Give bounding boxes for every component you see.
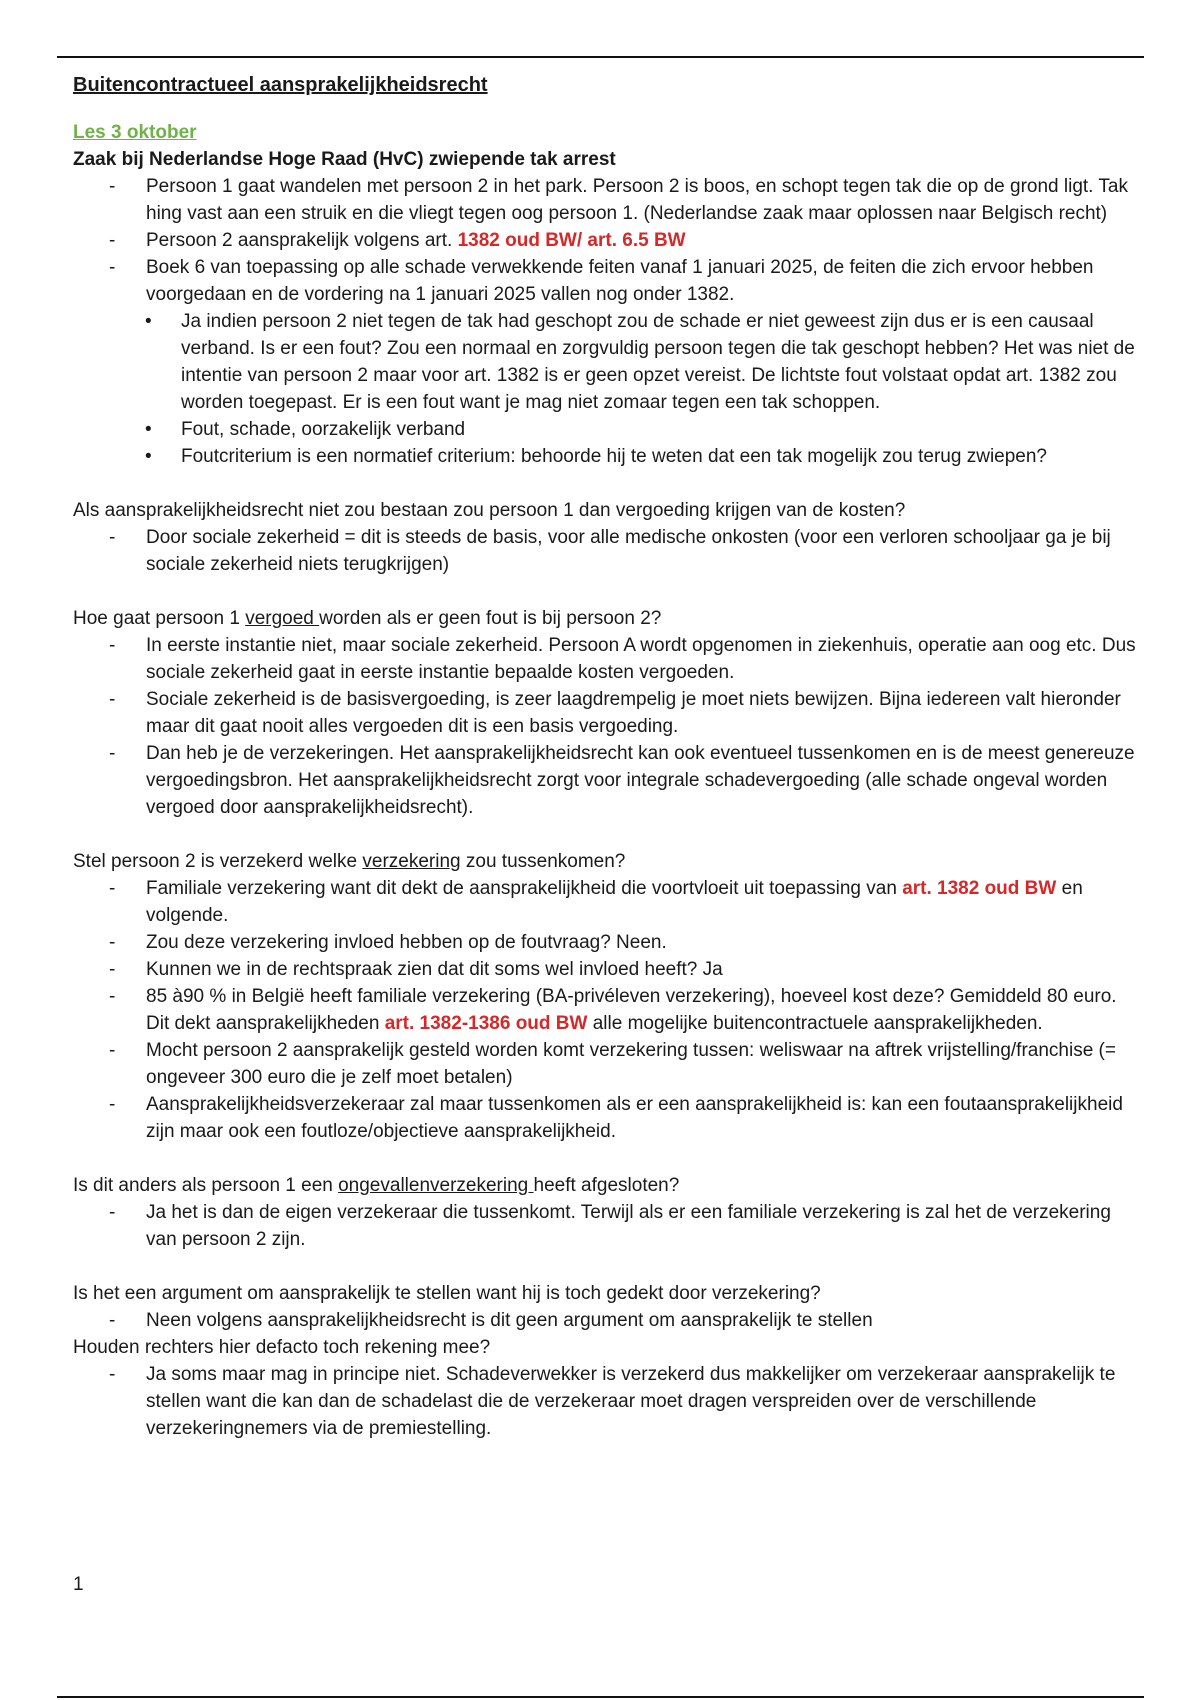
sub-list-item: • Fout, schade, oorzakelijk verband xyxy=(73,416,1138,443)
list-item: - In eerste instantie niet, maar sociale zekerheid. Persoon A wordt opgenomen in ziekenhuis, operatie aan oog etc. Dus sociale zekerheid gaat in eerste instantie bepaalde kosten vergoeden. xyxy=(73,632,1138,686)
list-item: - Sociale zekerheid is de basisvergoeding, is zeer laagdrempelig je moet niets bewijzen. Bijna iedereen valt hieronder maar dit gaat nooit alles vergoeden dit is een basis vergoeding. xyxy=(73,686,1138,740)
list-item: - Persoon 1 gaat wandelen met persoon 2 in het park. Persoon 2 is boos, en schopt tegen tak die op de grond ligt. Tak hing vast aan een struik en die vliegt tegen oog persoon 1. (Nederlandse zaak maar oplossen naar Belgisch recht) xyxy=(73,173,1138,227)
answer-list xyxy=(73,1199,1138,1253)
list-item: - Neen volgens aansprakelijkheidsrecht is dit geen argument om aansprakelijk te stellen xyxy=(73,1307,1138,1334)
answer-list xyxy=(73,1361,1138,1442)
question-paragraph: Houden rechters hier defacto toch rekening mee? xyxy=(73,1337,491,1358)
sub-list-item: • Ja indien persoon 2 niet tegen de tak had geschopt zou de schade er niet geweest zijn dus er is een causaal verband. Is er een fout? Zou een normaal en zorgvuldig persoon tegen die tak geschopt hebben? Het was niet de intentie van persoon 2 maar voor art. 1382 is er geen opzet vereist. De lichtste fout volstaat opdat art. 1382 zou worden toegepast. Er is een fout want je mag niet zomaar tegen een tak schoppen. xyxy=(73,308,1138,416)
article-reference: 1382 oud BW/ art. 6.5 BW xyxy=(457,230,686,251)
list-item: - Persoon 2 aansprakelijk volgens art. 1382 oud BW/ art. 6.5 BW xyxy=(73,227,1138,254)
list-item: - Ja het is dan de eigen verzekeraar die tussenkomt. Terwijl als er een familiale verzekering is zal het de verzekering van persoon 2 zijn. xyxy=(73,1199,1138,1253)
list-item: - Door sociale zekerheid = dit is steeds de basis, voor alle medische onkosten (voor een verloren schooljaar ga je bij sociale zekerheid niets terugkrijgen) xyxy=(73,524,1138,578)
question-paragraph: Is het een argument om aansprakelijk te stellen want hij is toch gedekt door verzekering? xyxy=(73,1283,821,1304)
bottom-rule xyxy=(57,1696,1144,1698)
case-list xyxy=(73,173,1138,470)
lesson-date: Les 3 oktober xyxy=(73,122,197,143)
question-paragraph: Als aansprakelijkheidsrecht niet zou bestaan zou persoon 1 dan vergoeding krijgen van de kosten? xyxy=(73,500,906,521)
list-item: - Boek 6 van toepassing op alle schade verwekkende feiten vanaf 1 januari 2025, de feiten die zich ervoor hebben voorgedaan en de vordering na 1 januari 2025 vallen nog onder 1382. • Ja indien persoon 2 niet tegen de tak had geschopt zou de schade er niet geweest zijn dus er is een causaal verband. Is er een fout? Zou een normaal en zorgvuldig persoon tegen die tak geschopt hebben? Het was niet de intentie van persoon 2 maar voor art. 1382 is er geen opzet vereist. De lichtste fout volstaat opdat art. 1382 zou worden toegepast. Er is een fout want je mag niet zomaar tegen een tak schoppen. • Fout, schade, oorzakelijk verband • Foutcriterium is een normatief criterium: behoorde hij te weten dat een tak mogelijk zou terug zwiepen? xyxy=(73,254,1138,470)
top-rule xyxy=(57,56,1144,58)
list-item: - Kunnen we in de rechtspraak zien dat dit soms wel invloed heeft? Ja xyxy=(73,956,1138,983)
question-paragraph: Stel persoon 2 is verzekerd welke verzekering zou tussenkomen? xyxy=(73,851,626,872)
list-item: - Aansprakelijkheidsverzekeraar zal maar tussenkomen als er een aansprakelijkheid is: kan een foutaansprakelijkheid zijn maar ook een foutloze/objectieve aansprakelijkheid. xyxy=(73,1091,1138,1145)
article-reference: art. 1382 oud BW xyxy=(902,878,1057,899)
page-number: 1 xyxy=(73,1574,84,1595)
document-page xyxy=(73,72,1138,1442)
answer-list xyxy=(73,632,1138,821)
list-item: - Ja soms maar mag in principe niet. Schadeverwekker is verzekerd dus makkelijker om verzekeraar aansprakelijk te stellen want die kan dan de schadelast die de verzekeraar moet dragen verspreiden over de verschillende verzekeringnemers via de premiestelling. xyxy=(73,1361,1138,1442)
sub-list xyxy=(73,308,1138,470)
document-title: Buitencontractueel aansprakelijkheidsrecht xyxy=(73,74,488,96)
case-heading: Zaak bij Nederlandse Hoge Raad (HvC) zwiepende tak arrest xyxy=(73,149,616,170)
answer-list xyxy=(73,524,1138,578)
list-item: - 85 à90 % in België heeft familiale verzekering (BA-privéleven verzekering), hoeveel kost deze? Gemiddeld 80 euro. Dit dekt aansprakelijkheden art. 1382-1386 oud BW alle mogelijke buitencontractuele aansprakelijkheden. xyxy=(73,983,1138,1037)
answer-list xyxy=(73,1307,1138,1334)
sub-list-item: • Foutcriterium is een normatief criterium: behoorde hij te weten dat een tak mogelijk zou terug zwiepen? xyxy=(73,443,1138,470)
list-item: - Familiale verzekering want dit dekt de aansprakelijkheid die voortvloeit uit toepassing van art. 1382 oud BW en volgende. xyxy=(73,875,1138,929)
answer-list xyxy=(73,875,1138,1145)
list-item: - Zou deze verzekering invloed hebben op de foutvraag? Neen. xyxy=(73,929,1138,956)
list-item: - Mocht persoon 2 aansprakelijk gesteld worden komt verzekering tussen: weliswaar na aftrek vrijstelling/franchise (= ongeveer 300 euro die je zelf moet betalen) xyxy=(73,1037,1138,1091)
question-paragraph: Is dit anders als persoon 1 een ongevallenverzekering heeft afgesloten? xyxy=(73,1175,680,1196)
question-paragraph: Hoe gaat persoon 1 vergoed worden als er geen fout is bij persoon 2? xyxy=(73,608,662,629)
article-reference: art. 1382-1386 oud BW xyxy=(384,1013,588,1034)
list-item: - Dan heb je de verzekeringen. Het aansprakelijkheidsrecht kan ook eventueel tussenkomen en is de meest genereuze vergoedingsbron. Het aansprakelijkheidsrecht zorgt voor integrale schadevergoeding (alle schade ongeval worden vergoed door aansprakelijkheidsrecht). xyxy=(73,740,1138,821)
